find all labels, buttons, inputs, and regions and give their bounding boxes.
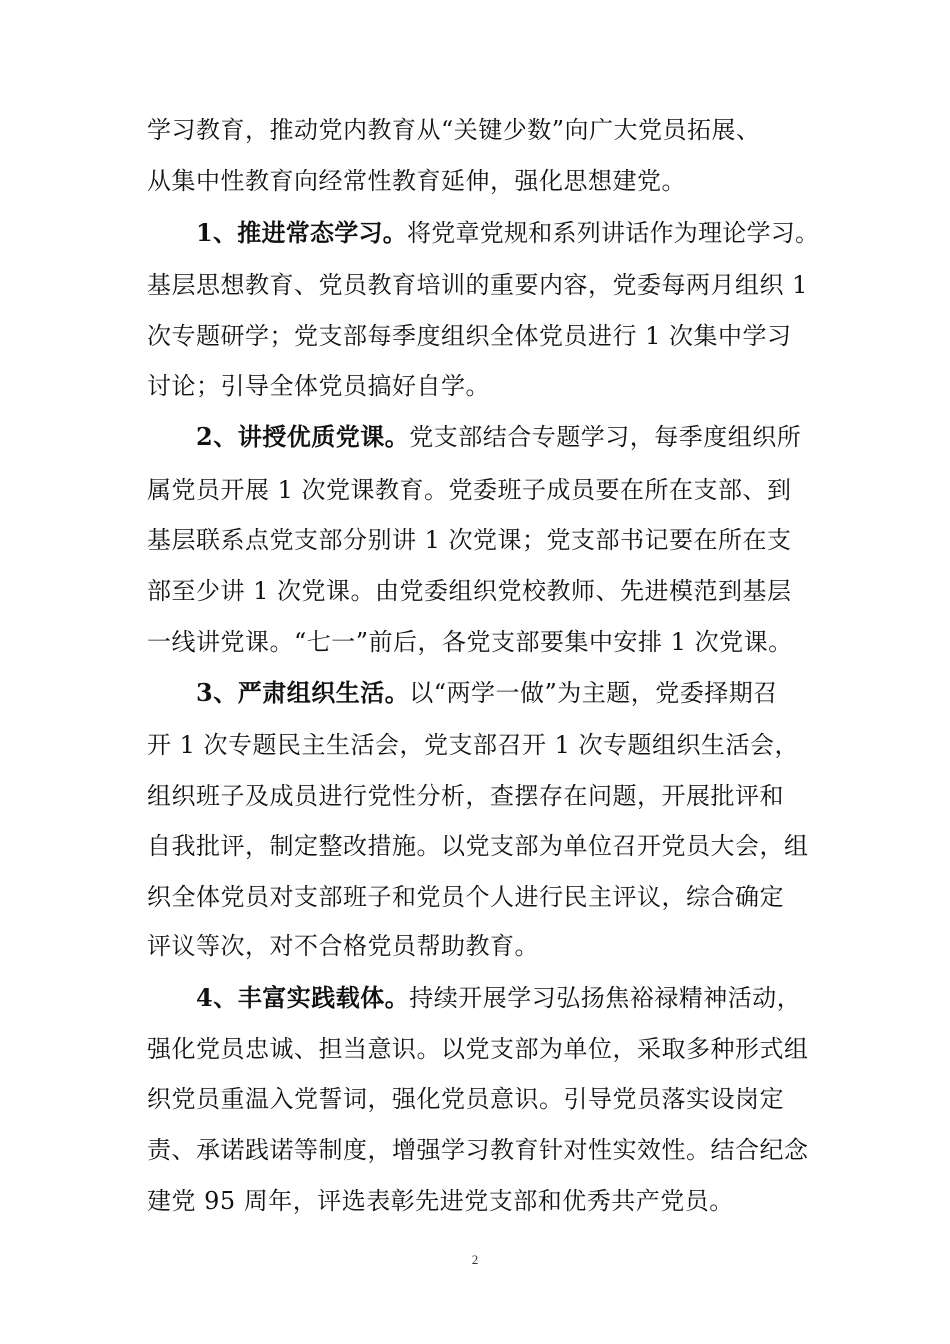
text-line xyxy=(147,1032,809,1066)
text-line xyxy=(147,779,784,813)
section-heading: 2、讲授优质党课。 xyxy=(196,422,410,451)
text-line xyxy=(196,420,801,454)
text-line xyxy=(196,676,778,710)
line-text: 组织班子及成员进行党性分析，查摆存在问题，开展批评和 xyxy=(147,782,784,810)
text-line xyxy=(147,625,793,659)
line-text: 将党章党规和系列讲话作为理论学习。 xyxy=(406,219,820,247)
text-line xyxy=(196,981,801,1015)
line-text: 织全体党员对支部班子和党员个人进行民主评议，综合确定 xyxy=(147,883,784,911)
page-number: 2 xyxy=(471,1252,479,1267)
text-line xyxy=(147,369,490,403)
line-text: 责、承诺践诺等制度，增强学习教育针对性实效性。结合纪念 xyxy=(147,1136,809,1164)
line-text: 党支部结合专题学习，每季度组织所 xyxy=(409,423,802,451)
text-line xyxy=(147,319,792,353)
text-line xyxy=(147,574,792,608)
section-heading: 3、严肃组织生活。 xyxy=(196,678,410,707)
line-text: 织党员重温入党誓词，强化党员意识。引导党员落实设岗定 xyxy=(147,1085,784,1113)
text-line xyxy=(147,164,686,198)
line-text: 以“两学一做”为主题，党委择期召 xyxy=(409,679,778,707)
text-line xyxy=(196,216,819,250)
text-line xyxy=(147,829,809,863)
line-text: 评议等次，对不合格党员帮助教育。 xyxy=(147,932,539,960)
text-line xyxy=(147,929,539,963)
text-line xyxy=(147,880,784,914)
line-text: 建党 95 周年，评选表彰先进党支部和优秀共产党员。 xyxy=(147,1187,734,1215)
line-text: 部至少讲 1 次党课。由党委组织党校教师、先进模范到基层 xyxy=(147,577,792,605)
line-text: 持续开展学习弘扬焦裕禄精神活动， xyxy=(409,984,802,1012)
text-line xyxy=(147,113,761,147)
text-line xyxy=(147,728,799,762)
line-text: 讨论；引导全体党员搞好自学。 xyxy=(147,372,490,400)
line-text: 开 1 次专题民主生活会，党支部召开 1 次专题组织生活会， xyxy=(147,731,800,759)
line-text: 自我批评，制定整改措施。以党支部为单位召开党员大会，组 xyxy=(147,832,809,860)
section-heading: 4、丰富实践载体。 xyxy=(196,983,410,1012)
line-text: 次专题研学；党支部每季度组织全体党员进行 1 次集中学习 xyxy=(147,322,792,350)
text-line xyxy=(147,1184,734,1218)
line-text: 基层联系点党支部分别讲 1 次党课；党支部书记要在所在支 xyxy=(147,526,792,554)
text-line xyxy=(147,1133,809,1167)
text-line xyxy=(147,473,792,507)
line-text: 一线讲党课。“七一”前后，各党支部要集中安排 1 次党课。 xyxy=(147,628,793,656)
text-line xyxy=(147,1082,784,1116)
text-line xyxy=(147,523,792,557)
line-text: 基层思想教育、党员教育培训的重要内容，党委每两月组织 1 xyxy=(147,271,808,299)
line-text: 学习教育，推动党内教育从“关键少数”向广大党员拓展、 xyxy=(147,116,761,144)
line-text: 强化党员忠诚、担当意识。以党支部为单位，采取多种形式组 xyxy=(147,1035,809,1063)
section-heading: 1、推进常态学习。 xyxy=(196,218,407,247)
line-text: 从集中性教育向经常性教育延伸，强化思想建党。 xyxy=(147,167,686,195)
text-line xyxy=(147,268,808,302)
line-text: 属党员开展 1 次党课教育。党委班子成员要在所在支部、到 xyxy=(147,476,792,504)
